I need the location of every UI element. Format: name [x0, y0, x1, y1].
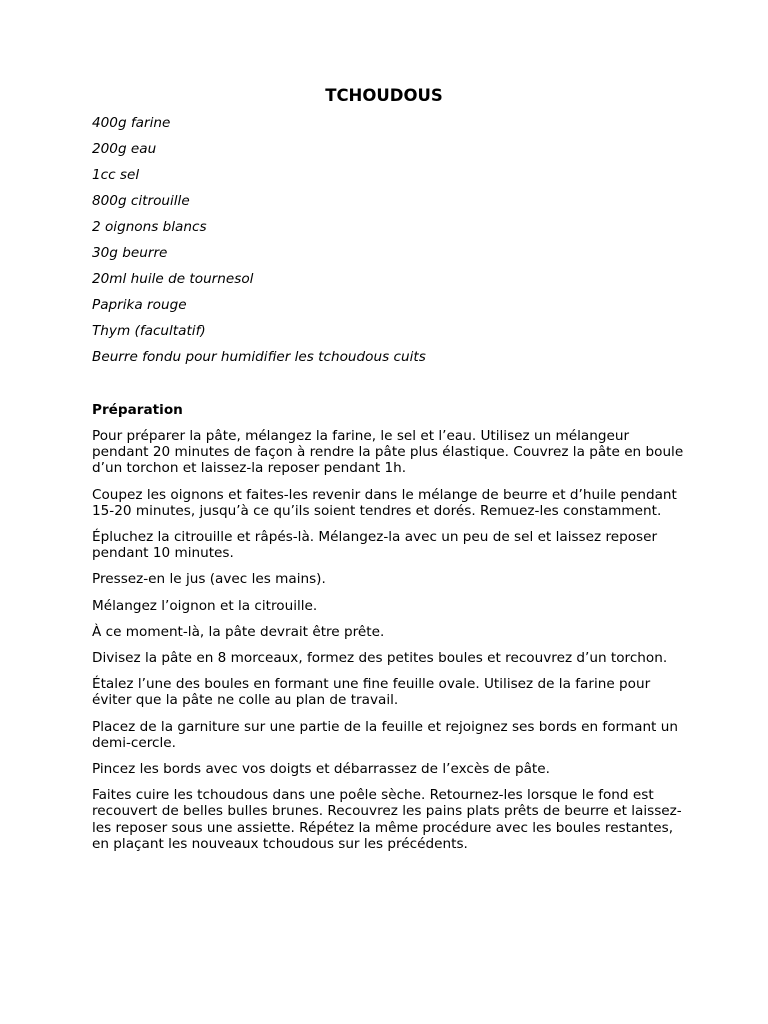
preparation-step: À ce moment-là, la pâte devrait être prête. [92, 623, 385, 640]
ingredient-item: 2 oignons blancs [92, 219, 207, 235]
ingredient-item: 400g farine [92, 115, 171, 131]
preparation-step: Divisez la pâte en 8 morceaux, formez des petites boules et recouvrez d’un torchon. [92, 650, 668, 667]
document-title: TCHOUDOUS [325, 86, 443, 105]
ingredient-item: 20ml huile de tournesol [92, 271, 254, 287]
ingredient-item: Paprika rouge [92, 297, 187, 313]
ingredient-item: 1cc sel [92, 167, 140, 183]
preparation-step: Pincez les bords avec vos doigts et débarrassez de l’excès de pâte. [92, 761, 550, 778]
preparation-heading: Préparation [92, 402, 183, 418]
preparation-step: Pressez-en le jus (avec les mains). [92, 571, 326, 588]
preparation-step: Pour préparer la pâte, mélangez la farine, le sel et l’eau. Utilisez un mélangeur pendant 20 minutes de façon à rendre la pâte plus élastique. Couvrez la pâte en boule d’un torchon et laissez-la reposer pendant 1h. [92, 428, 684, 477]
preparation-step: Étalez l’une des boules en formant une fine feuille ovale. Utilisez de la farine pour éviter que la pâte ne colle au plan de travail. [92, 676, 651, 709]
preparation-steps [92, 428, 684, 862]
ingredient-item: 800g citrouille [92, 193, 190, 209]
ingredient-list [92, 115, 692, 375]
preparation-step: Mélangez l’oignon et la citrouille. [92, 597, 318, 614]
preparation-step: Épluchez la citrouille et râpés-là. Mélangez-la avec un peu de sel et laissez reposer pendant 10 minutes. [92, 529, 658, 562]
preparation-step: Placez de la garniture sur une partie de la feuille et rejoignez ses bords en formant un demi-cercle. [92, 718, 678, 751]
ingredient-item: Thym (facultatif) [92, 323, 206, 339]
preparation-step: Faites cuire les tchoudous dans une poêle sèche. Retournez-les lorsque le fond est recouvert de belles bulles brunes. Recouvrez les pains plats prêts de beurre et laissez-les reposer sous une assiette. Répétez la même procédure avec les boules restantes, en plaçant les nouveaux tchoudous sur les précédents. [92, 787, 682, 852]
ingredient-item: 200g eau [92, 141, 157, 157]
preparation-step: Coupez les oignons et faites-les revenir dans le mélange de beurre et d’huile pendant 15-20 minutes, jusqu’à ce qu’ils soient tendres et dorés. Remuez-les constamment. [92, 486, 677, 519]
ingredient-item: Beurre fondu pour humidifier les tchoudous cuits [92, 349, 426, 365]
ingredient-item: 30g beurre [92, 245, 168, 261]
